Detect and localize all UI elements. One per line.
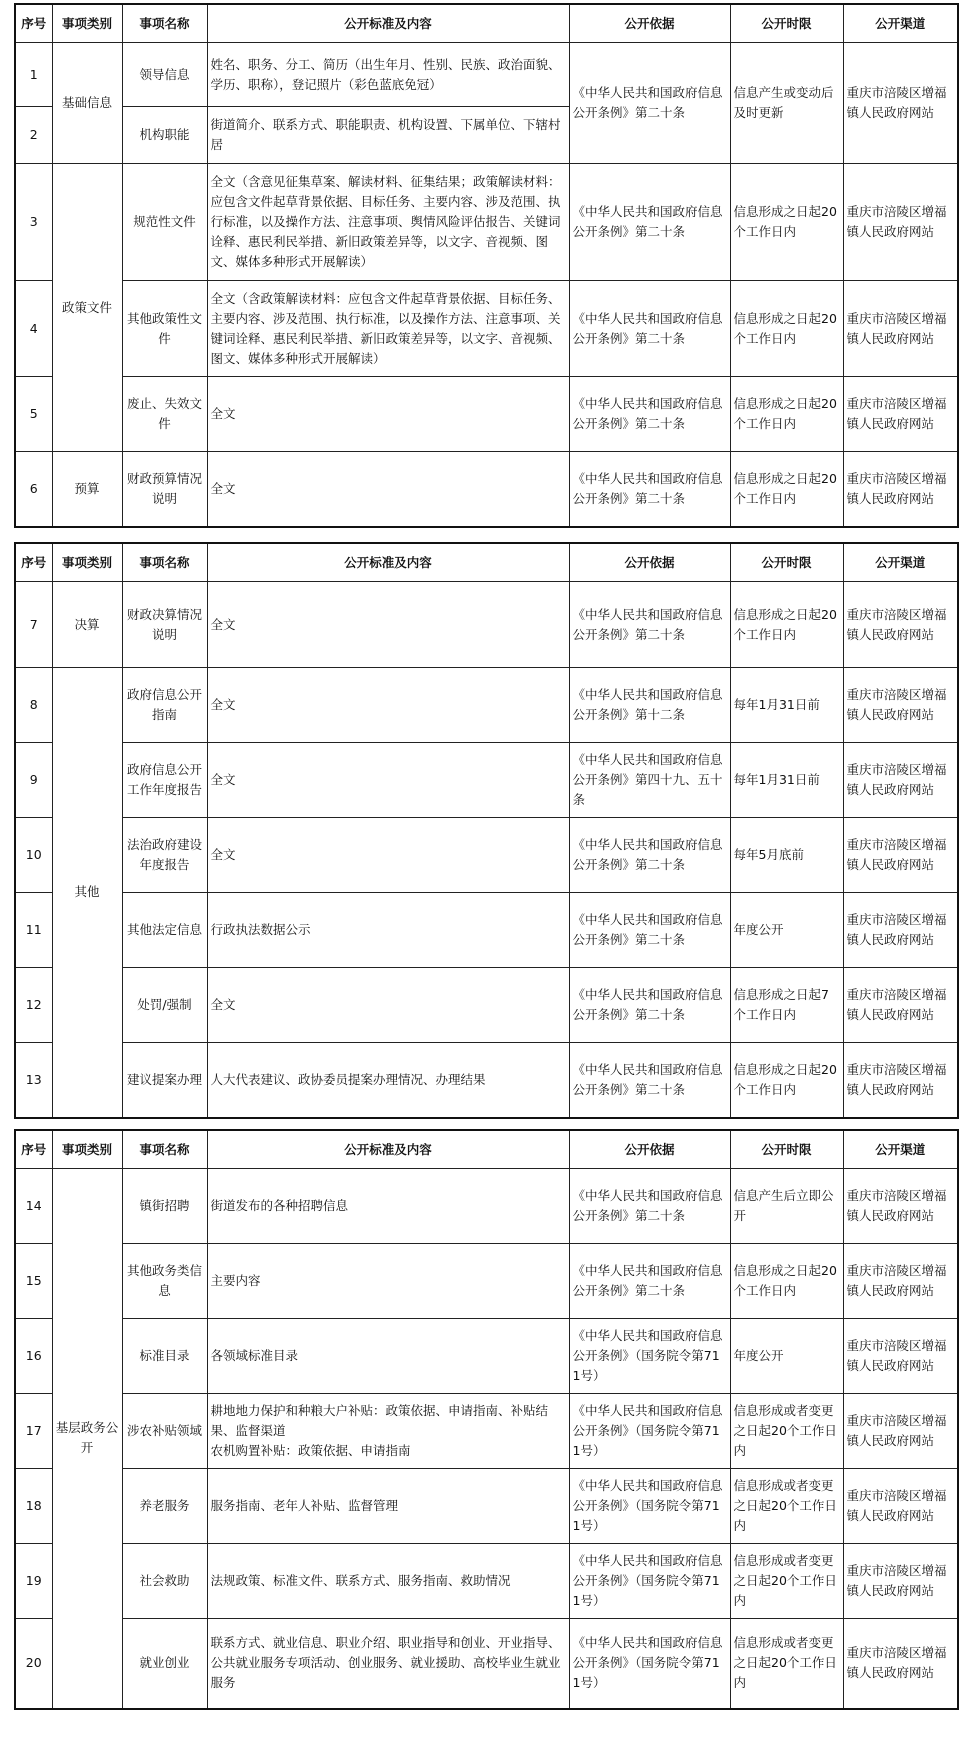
item-name: 机构职能	[122, 107, 207, 164]
basis-cell: 《中华人民共和国政府信息公开条例》第十二条	[569, 668, 730, 743]
category-cell: 基础信息	[52, 43, 122, 164]
item-name: 涉农补贴领域	[122, 1394, 207, 1469]
item-name: 财政预算情况说明	[122, 452, 207, 527]
time-limit-cell: 信息形成之日起7个工作日内	[730, 968, 843, 1043]
channel-cell: 重庆市涪陵区增福镇人民政府网站	[843, 377, 958, 452]
item-name: 建议提案办理	[122, 1043, 207, 1118]
time-limit-cell: 信息形成之日起20个工作日内	[730, 377, 843, 452]
basis-cell: 《中华人民共和国政府信息公开条例》（国务院令第711号）	[569, 1319, 730, 1394]
content-cell: 全文	[207, 668, 569, 743]
channel-cell: 重庆市涪陵区增福镇人民政府网站	[843, 1619, 958, 1709]
time-limit-cell: 信息形成之日起20个工作日内	[730, 164, 843, 281]
channel-cell: 重庆市涪陵区增福镇人民政府网站	[843, 1169, 958, 1244]
table-row	[15, 1394, 958, 1469]
row-no: 13	[15, 1043, 52, 1118]
header-row	[15, 1130, 958, 1169]
content-cell: 全文	[207, 818, 569, 893]
table-row	[15, 1319, 958, 1394]
content-cell: 姓名、职务、分工、简历（出生年月、性别、民族、政治面貌、学历、职称），登记照片（彩色蓝底免冠）	[207, 43, 569, 107]
item-name: 就业创业	[122, 1619, 207, 1709]
channel-cell: 重庆市涪陵区增福镇人民政府网站	[843, 164, 958, 281]
channel-cell: 重庆市涪陵区增福镇人民政府网站	[843, 968, 958, 1043]
item-name: 领导信息	[122, 43, 207, 107]
content-cell: 行政执法数据公示	[207, 893, 569, 968]
category-cell: 决算	[52, 582, 122, 668]
channel-cell: 重庆市涪陵区增福镇人民政府网站	[843, 893, 958, 968]
time-limit-cell: 信息形成或者变更之日起20个工作日内	[730, 1544, 843, 1619]
table-row	[15, 452, 958, 527]
content-cell: 法规政策、标准文件、联系方式、服务指南、救助情况	[207, 1544, 569, 1619]
row-no: 9	[15, 743, 52, 818]
content-cell: 全文	[207, 743, 569, 818]
row-no: 5	[15, 377, 52, 452]
row-no: 8	[15, 668, 52, 743]
content-cell: 全文	[207, 452, 569, 527]
time-limit-cell: 信息形成之日起20个工作日内	[730, 1244, 843, 1319]
category-cell: 政策文件	[52, 164, 122, 452]
item-name: 处罚/强制	[122, 968, 207, 1043]
item-name: 标准目录	[122, 1319, 207, 1394]
time-limit-cell: 年度公开	[730, 1319, 843, 1394]
table-row	[15, 743, 958, 818]
basis-cell: 《中华人民共和国政府信息公开条例》（国务院令第711号）	[569, 1394, 730, 1469]
item-name: 政府信息公开工作年度报告	[122, 743, 207, 818]
category-cell: 基层政务公开	[52, 1169, 122, 1709]
basis-cell: 《中华人民共和国政府信息公开条例》第二十条	[569, 582, 730, 668]
content-cell: 全文（含政策解读材料：应包含文件起草背景依据、目标任务、主要内容、涉及范围、执行标准，以及操作方法、注意事项、关键词诠释、惠民利民举措、新旧政策差异等，以文字、音视频、图文、媒体多种形式开展解读）	[207, 281, 569, 377]
table-row	[15, 281, 958, 377]
item-name: 社会救助	[122, 1544, 207, 1619]
header-row	[15, 4, 958, 43]
channel-cell: 重庆市涪陵区增福镇人民政府网站	[843, 43, 958, 164]
basis-cell: 《中华人民共和国政府信息公开条例》第二十条	[569, 1169, 730, 1244]
time-limit-cell: 信息形成之日起20个工作日内	[730, 1043, 843, 1118]
row-no: 12	[15, 968, 52, 1043]
row-no: 2	[15, 107, 52, 164]
table-row	[15, 377, 958, 452]
time-limit-cell: 信息形成或者变更之日起20个工作日内	[730, 1469, 843, 1544]
content-cell: 街道简介、联系方式、职能职责、机构设置、下属单位、下辖村居	[207, 107, 569, 164]
basis-cell: 《中华人民共和国政府信息公开条例》第二十条	[569, 452, 730, 527]
table-row	[15, 164, 958, 281]
time-limit-cell: 信息形成之日起20个工作日内	[730, 582, 843, 668]
channel-cell: 重庆市涪陵区增福镇人民政府网站	[843, 1544, 958, 1619]
time-limit-cell: 每年1月31日前	[730, 743, 843, 818]
item-name: 其他政务类信息	[122, 1244, 207, 1319]
basis-cell: 《中华人民共和国政府信息公开条例》（国务院令第711号）	[569, 1544, 730, 1619]
content-cell: 全文	[207, 377, 569, 452]
table-row	[15, 1619, 958, 1709]
header-no: 序号	[15, 1130, 52, 1169]
row-no: 19	[15, 1544, 52, 1619]
item-name: 规范性文件	[122, 164, 207, 281]
channel-cell: 重庆市涪陵区增福镇人民政府网站	[843, 1469, 958, 1544]
table-row	[15, 1469, 958, 1544]
disclosure-table-part-2	[14, 542, 959, 1119]
channel-cell: 重庆市涪陵区增福镇人民政府网站	[843, 668, 958, 743]
item-name: 其他政策性文件	[122, 281, 207, 377]
channel-cell: 重庆市涪陵区增福镇人民政府网站	[843, 1043, 958, 1118]
content-cell: 主要内容	[207, 1244, 569, 1319]
channel-cell: 重庆市涪陵区增福镇人民政府网站	[843, 818, 958, 893]
header-row	[15, 543, 958, 582]
channel-cell: 重庆市涪陵区增福镇人民政府网站	[843, 281, 958, 377]
channel-cell: 重庆市涪陵区增福镇人民政府网站	[843, 452, 958, 527]
header-basis: 公开依据	[569, 4, 730, 43]
basis-cell: 《中华人民共和国政府信息公开条例》第二十条	[569, 968, 730, 1043]
basis-cell: 《中华人民共和国政府信息公开条例》第二十条	[569, 377, 730, 452]
header-time-limit: 公开时限	[730, 4, 843, 43]
header-basis: 公开依据	[569, 1130, 730, 1169]
content-cell: 服务指南、老年人补贴、监督管理	[207, 1469, 569, 1544]
time-limit-cell: 每年1月31日前	[730, 668, 843, 743]
basis-cell: 《中华人民共和国政府信息公开条例》第二十条	[569, 1244, 730, 1319]
channel-cell: 重庆市涪陵区增福镇人民政府网站	[843, 743, 958, 818]
row-no: 11	[15, 893, 52, 968]
table-row	[15, 1169, 958, 1244]
content-cell: 联系方式、就业信息、职业介绍、职业指导和创业、开业指导、公共就业服务专项活动、创业服务、就业援助、高校毕业生就业服务	[207, 1619, 569, 1709]
item-name: 镇街招聘	[122, 1169, 207, 1244]
basis-cell: 《中华人民共和国政府信息公开条例》（国务院令第711号）	[569, 1469, 730, 1544]
header-basis: 公开依据	[569, 543, 730, 582]
time-limit-cell: 信息形成或者变更之日起20个工作日内	[730, 1619, 843, 1709]
row-no: 3	[15, 164, 52, 281]
table-row	[15, 582, 958, 668]
basis-cell: 《中华人民共和国政府信息公开条例》第二十条	[569, 164, 730, 281]
item-name: 政府信息公开指南	[122, 668, 207, 743]
basis-cell: 《中华人民共和国政府信息公开条例》（国务院令第711号）	[569, 1619, 730, 1709]
time-limit-cell: 信息形成或者变更之日起20个工作日内	[730, 1394, 843, 1469]
table-row	[15, 1544, 958, 1619]
channel-cell: 重庆市涪陵区增福镇人民政府网站	[843, 1394, 958, 1469]
time-limit-cell: 信息产生后立即公开	[730, 1169, 843, 1244]
row-no: 1	[15, 43, 52, 107]
table-row	[15, 968, 958, 1043]
content-cell: 人大代表建议、政协委员提案办理情况、办理结果	[207, 1043, 569, 1118]
table-row	[15, 818, 958, 893]
time-limit-cell: 信息产生或变动后及时更新	[730, 43, 843, 164]
content-cell: 各领域标准目录	[207, 1319, 569, 1394]
table-row	[15, 1244, 958, 1319]
header-item-name: 事项名称	[122, 4, 207, 43]
header-content: 公开标准及内容	[207, 543, 569, 582]
time-limit-cell: 信息形成之日起20个工作日内	[730, 281, 843, 377]
item-name: 法治政府建设年度报告	[122, 818, 207, 893]
basis-cell: 《中华人民共和国政府信息公开条例》第二十条	[569, 893, 730, 968]
table-row	[15, 1043, 958, 1118]
channel-cell: 重庆市涪陵区增福镇人民政府网站	[843, 582, 958, 668]
header-no: 序号	[15, 4, 52, 43]
header-category: 事项类别	[52, 1130, 122, 1169]
category-cell: 预算	[52, 452, 122, 527]
content-cell: 街道发布的各种招聘信息	[207, 1169, 569, 1244]
header-channel: 公开渠道	[843, 1130, 958, 1169]
time-limit-cell: 每年5月底前	[730, 818, 843, 893]
table-row	[15, 43, 958, 107]
table-row	[15, 668, 958, 743]
header-time-limit: 公开时限	[730, 1130, 843, 1169]
item-name: 其他法定信息	[122, 893, 207, 968]
content-cell: 全文	[207, 968, 569, 1043]
item-name: 财政决算情况说明	[122, 582, 207, 668]
content-cell: 耕地地力保护和种粮大户补贴：政策依据、申请指南、补贴结果、监督渠道 农机购置补贴：政策依据、申请指南	[207, 1394, 569, 1469]
row-no: 18	[15, 1469, 52, 1544]
header-channel: 公开渠道	[843, 4, 958, 43]
channel-cell: 重庆市涪陵区增福镇人民政府网站	[843, 1319, 958, 1394]
header-content: 公开标准及内容	[207, 1130, 569, 1169]
item-name: 废止、失效文件	[122, 377, 207, 452]
content-cell: 全文（含意见征集草案、解读材料、征集结果；政策解读材料：应包含文件起草背景依据、目标任务、主要内容、涉及范围、执行标准，以及操作方法、注意事项、舆情风险评估报告、关键词诠释、惠民利民举措、新旧政策差异等，以文字、音视频、图文、媒体多种形式开展解读）	[207, 164, 569, 281]
disclosure-table-part-3	[14, 1129, 959, 1710]
item-name: 养老服务	[122, 1469, 207, 1544]
header-no: 序号	[15, 543, 52, 582]
row-no: 16	[15, 1319, 52, 1394]
basis-cell: 《中华人民共和国政府信息公开条例》第二十条	[569, 43, 730, 164]
header-channel: 公开渠道	[843, 543, 958, 582]
header-item-name: 事项名称	[122, 1130, 207, 1169]
header-time-limit: 公开时限	[730, 543, 843, 582]
table-row	[15, 893, 958, 968]
basis-cell: 《中华人民共和国政府信息公开条例》第二十条	[569, 281, 730, 377]
basis-cell: 《中华人民共和国政府信息公开条例》第二十条	[569, 818, 730, 893]
row-no: 7	[15, 582, 52, 668]
channel-cell: 重庆市涪陵区增福镇人民政府网站	[843, 1244, 958, 1319]
disclosure-table-part-1	[14, 3, 959, 528]
row-no: 10	[15, 818, 52, 893]
content-cell: 全文	[207, 582, 569, 668]
category-cell: 其他	[52, 668, 122, 1118]
row-no: 6	[15, 452, 52, 527]
row-no: 15	[15, 1244, 52, 1319]
row-no: 4	[15, 281, 52, 377]
basis-cell: 《中华人民共和国政府信息公开条例》第二十条	[569, 1043, 730, 1118]
header-category: 事项类别	[52, 543, 122, 582]
row-no: 20	[15, 1619, 52, 1709]
row-no: 14	[15, 1169, 52, 1244]
row-no: 17	[15, 1394, 52, 1469]
time-limit-cell: 信息形成之日起20个工作日内	[730, 452, 843, 527]
header-category: 事项类别	[52, 4, 122, 43]
time-limit-cell: 年度公开	[730, 893, 843, 968]
basis-cell: 《中华人民共和国政府信息公开条例》第四十九、五十条	[569, 743, 730, 818]
header-item-name: 事项名称	[122, 543, 207, 582]
header-content: 公开标准及内容	[207, 4, 569, 43]
